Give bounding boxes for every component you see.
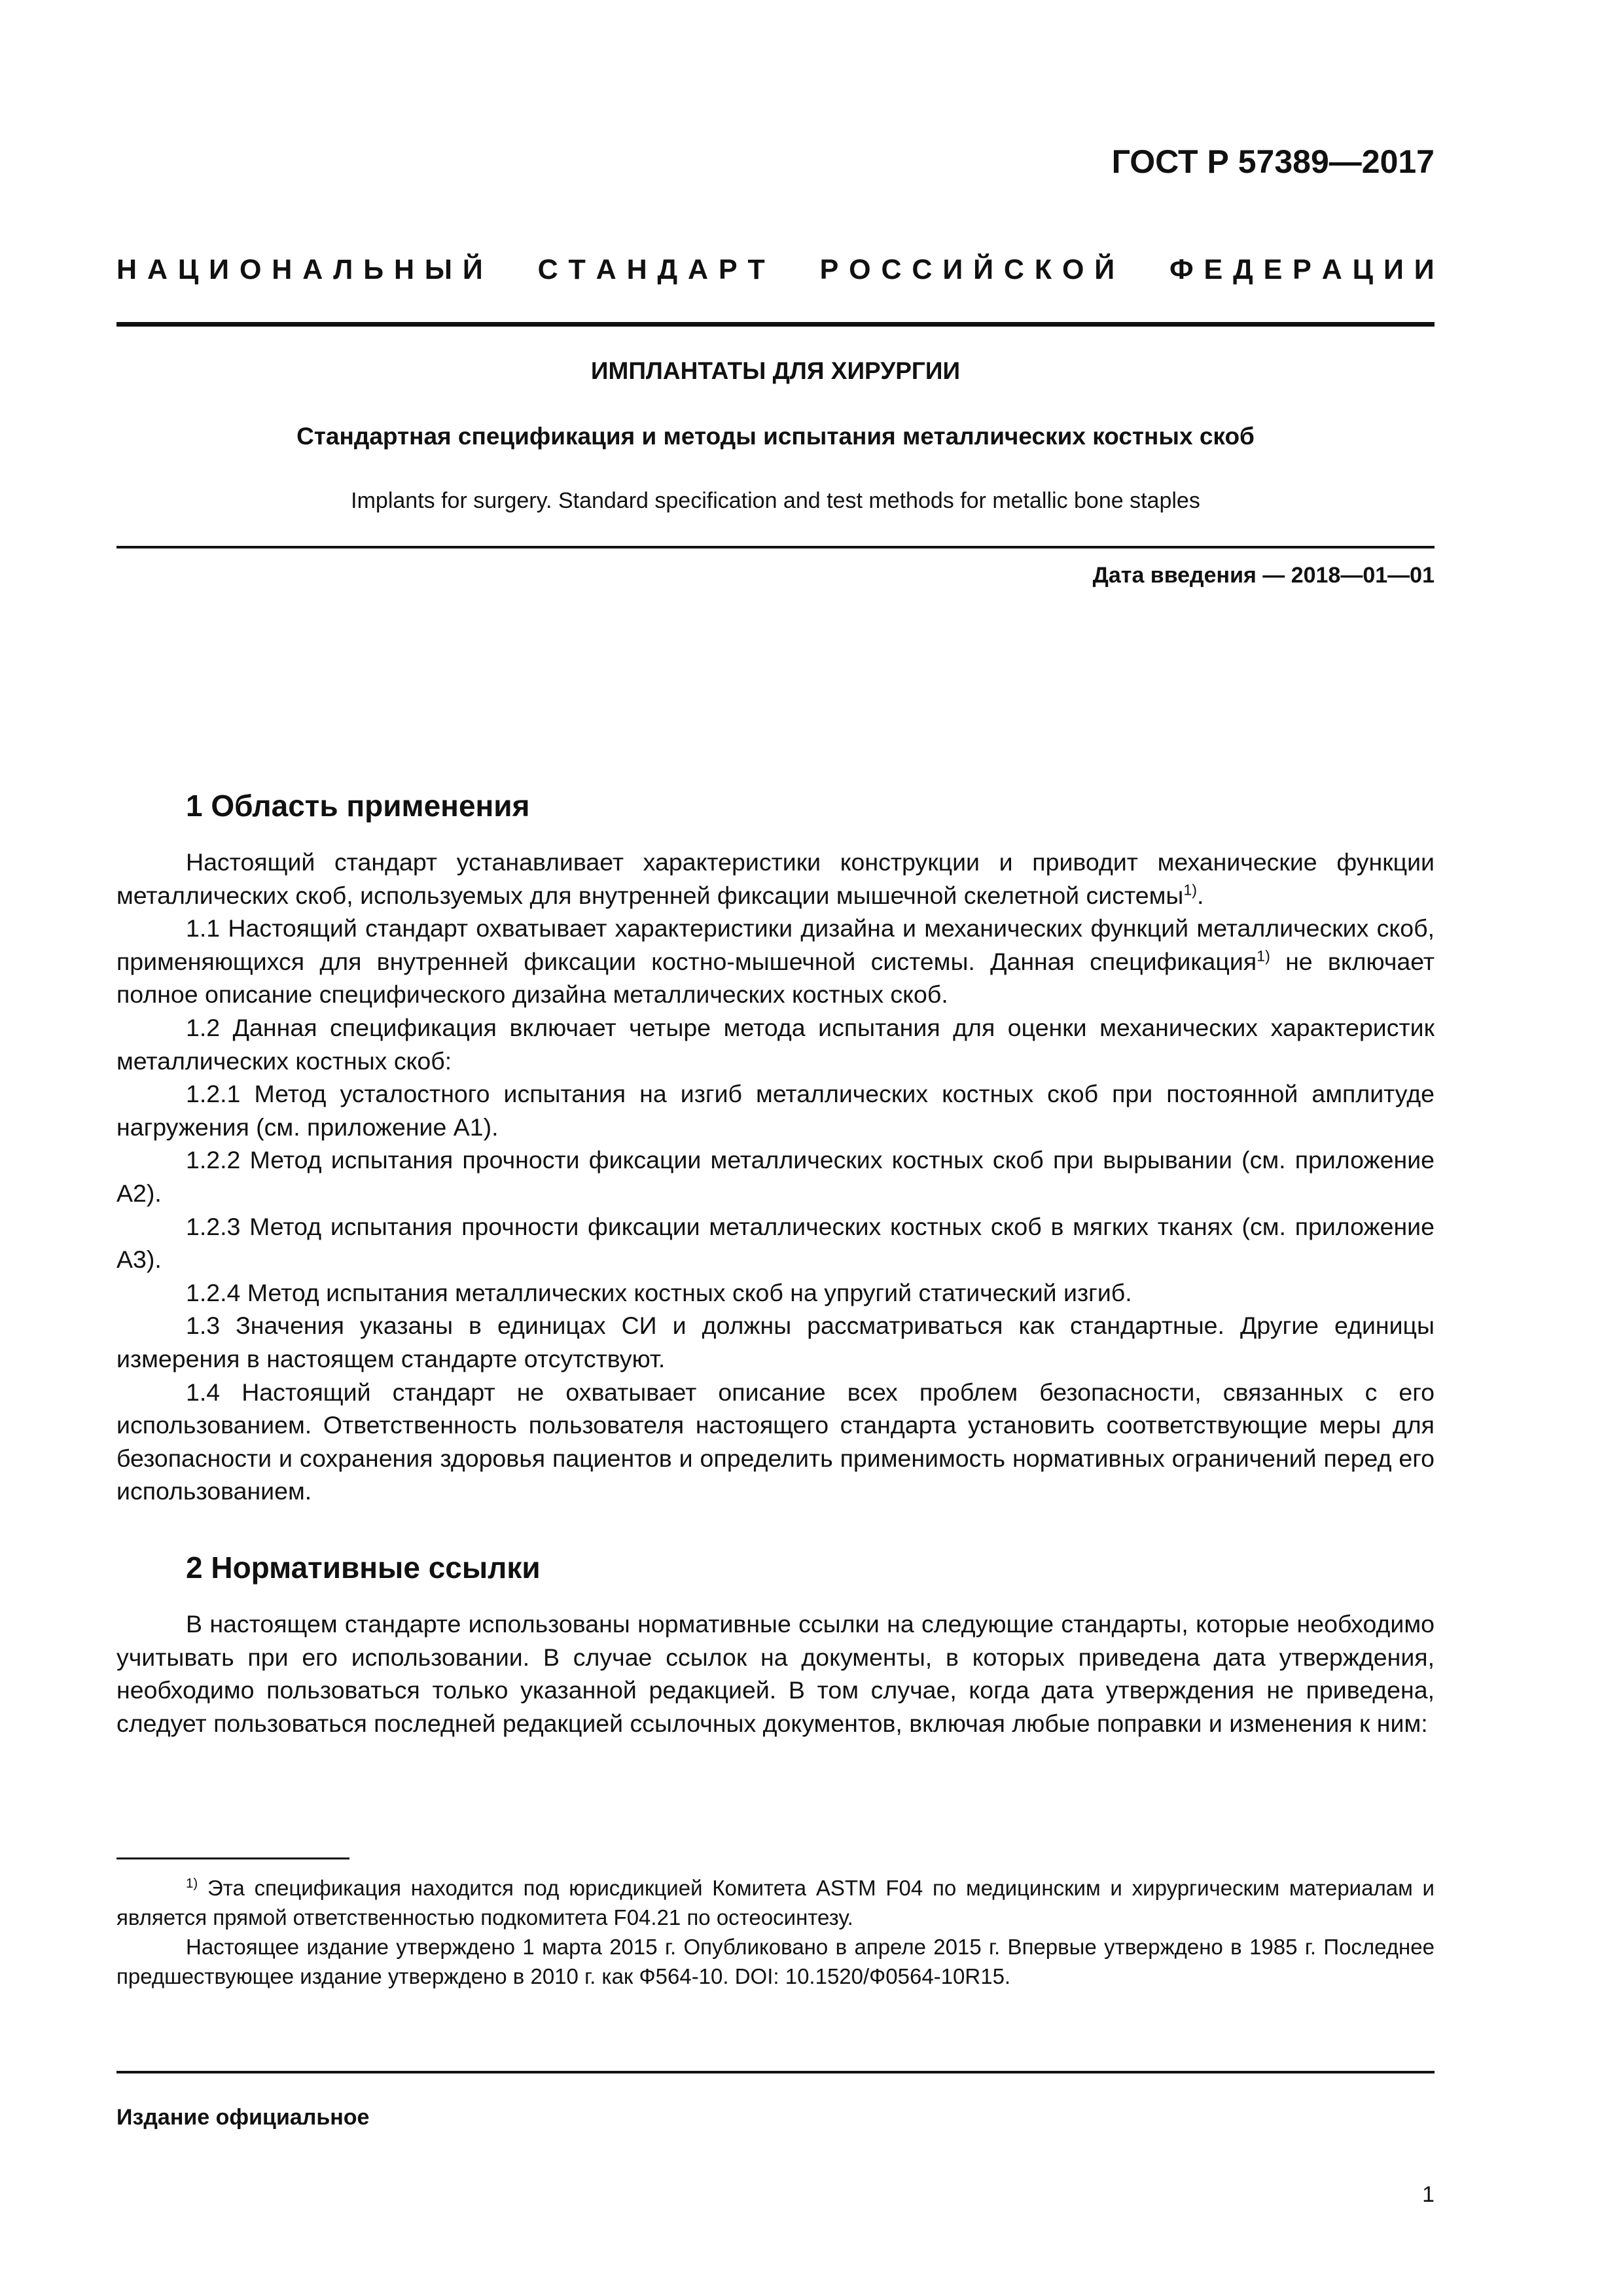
national-standard-heading: [116, 254, 1435, 286]
heading-letter: А: [596, 254, 616, 285]
heading-letter: И: [209, 254, 230, 285]
heading-letter: А: [147, 254, 168, 285]
clause-1-2-1: 1.2.1 Метод усталостного испытания на изгиб металлических костных скоб при постоянной амплитуде нагружения (см. приложение А1).: [116, 1080, 1435, 1141]
clause-1-2-3: 1.2.3 Метод испытания прочности фиксации металлических костных скоб в мягких тканях (см. приложение А3).: [116, 1212, 1435, 1274]
paragraph-text-continued: не включает полное описание специфического дизайна металлических костных скоб.: [116, 947, 1435, 1009]
paragraph-text: Настоящий стандарт устанавливает характеристики конструкции и приводит механические функции металлических скоб, используемых для внутренней фиксации мышечной скелетной системы: [116, 848, 1435, 909]
clause-1-3: 1.3 Значения указаны в единицах СИ и должны рассматриваться как стандартные. Другие единицы измерения в настоящем стандарте отсутствуют.: [116, 1312, 1435, 1372]
heading-letter: С: [537, 254, 558, 285]
heading-letter: А: [1321, 254, 1342, 285]
section-2-paragraph: В настоящем стандарте использованы нормативные ссылки на следующие стандарты, которые необходимо учитывать при его использовании. В случае ссылок на документы, в которых приведена дата утверждения, необходимо пользоваться только указанной редакцией. В том случае, когда дата утверждения не приведена, следует пользоваться последней редакцией ссылочных документов, включая любые поправки и изменения к ним:: [116, 1610, 1435, 1737]
footnote-ref: 1): [1183, 881, 1198, 899]
section-1-intro-paragraph: [116, 846, 1435, 912]
official-edition-label: Издание официальное: [116, 2105, 370, 2130]
gost-number: ГОСТ Р 57389—2017: [1111, 143, 1435, 180]
heading-letter: О: [239, 254, 262, 285]
heading-letter: Ь: [363, 254, 384, 285]
heading-letter: О: [849, 254, 871, 285]
footnotes: [116, 1873, 1435, 1991]
title-rule: [116, 546, 1435, 548]
heading-letter: Й: [1094, 254, 1115, 285]
clause-1-2-4: 1.2.4 Метод испытания металлических костных скоб на упругий статический изгиб.: [186, 1278, 1132, 1306]
clause-1-2: 1.2 Данная спецификация включает четыре метода испытания для оценки механических характеристик металлических костных скоб:: [116, 1013, 1435, 1075]
heading-letter: Д: [657, 254, 678, 285]
heading-letter: А: [688, 254, 709, 285]
document-subtitle: Стандартная спецификация и методы испытания металлических костных скоб: [296, 423, 1255, 450]
heading-letter: Н: [626, 254, 647, 285]
footnote-marker: 1): [186, 1876, 198, 1891]
heading-letter: Ы: [424, 254, 453, 285]
section-2-body: [116, 1607, 1435, 1740]
heading-letter: Р: [1293, 254, 1311, 285]
heading-letter: К: [1034, 254, 1052, 285]
header-rule: [116, 322, 1435, 327]
heading-letter: И: [1414, 254, 1435, 285]
heading-letter: А: [302, 254, 323, 285]
paragraph-text: 1.1 Настоящий стандарт охватывает характеристики дизайна и механических функций металлических скоб, применяющихся для внутренней фиксации костно-мышечной системы. Данная спецификация: [116, 914, 1435, 975]
section-2-heading: 2 Нормативные ссылки: [186, 1551, 541, 1585]
footnote-1: [116, 1873, 1435, 1932]
heading-letter: С: [881, 254, 902, 285]
heading-letter: Л: [333, 254, 353, 285]
clause-1-4: 1.4 Настоящий стандарт не охватывает описание всех проблем безопасности, связанных с его использованием. Ответственность пользователя настоящего стандарта установить соответствующие меры для безопасности и сохранения здоровья пациентов и определить применимость нормативных ограничений перед его использованием.: [116, 1378, 1435, 1505]
heading-letter: Р: [718, 254, 738, 285]
heading-letter: Д: [1233, 254, 1253, 285]
heading-letter: И: [1383, 254, 1404, 285]
footer-rule: [116, 2071, 1435, 2073]
document-title: ИМПЛАНТАТЫ ДЛЯ ХИРУРГИИ: [590, 357, 961, 384]
word-gap: [1125, 254, 1159, 286]
heading-letter: Ц: [177, 254, 199, 285]
heading-letter: Е: [1263, 254, 1283, 285]
footnote-rule: [116, 1857, 349, 1859]
heading-letter: Ф: [1169, 254, 1194, 285]
section-1-heading: 1 Область применения: [186, 789, 530, 823]
heading-letter: Й: [973, 254, 994, 285]
introduction-date: Дата введения — 2018—01—01: [1092, 563, 1435, 588]
paragraph-end: .: [1197, 881, 1204, 909]
page-number: 1: [1422, 2182, 1435, 2207]
heading-letter: И: [942, 254, 963, 285]
heading-letter: Ц: [1352, 254, 1374, 285]
heading-letter: Й: [462, 254, 483, 285]
heading-letter: Т: [747, 254, 765, 285]
footnote-text: Эта спецификация находится под юрисдикцией Комитета ASTM F04 по медицинским и хирургическим материалам и является прямой ответственностью подкомитета F04.21 по остеосинтезу.: [116, 1876, 1435, 1929]
clause-1-1: [116, 912, 1435, 1011]
heading-letter: С: [1003, 254, 1024, 285]
heading-letter: Т: [568, 254, 586, 285]
section-1-body: [116, 846, 1435, 1508]
heading-letter: О: [1061, 254, 1084, 285]
english-title: Implants for surgery. Standard specification and test methods for metallic bone staples: [351, 488, 1200, 513]
word-gap: [776, 254, 810, 286]
footnote-ref: 1): [1257, 947, 1270, 965]
footnote-publication-info: Настоящее издание утверждено 1 марта 2015 г. Опубликовано в апреле 2015 г. Впервые утверждено в 1985 г. Последнее предшествующее издание утверждено в 2010 г. как Ф564-10. DOI: 10.1520/Ф0564-10R15.: [116, 1935, 1435, 1988]
heading-letter: Н: [272, 254, 293, 285]
heading-letter: Р: [819, 254, 839, 285]
clause-1-2-2: 1.2.2 Метод испытания прочности фиксации металлических костных скоб при вырывании (см. приложение А2).: [116, 1146, 1435, 1207]
heading-letter: С: [912, 254, 933, 285]
heading-letter: Н: [393, 254, 415, 285]
heading-letter: Н: [116, 254, 137, 285]
word-gap: [493, 254, 527, 286]
heading-letter: Е: [1204, 254, 1223, 285]
